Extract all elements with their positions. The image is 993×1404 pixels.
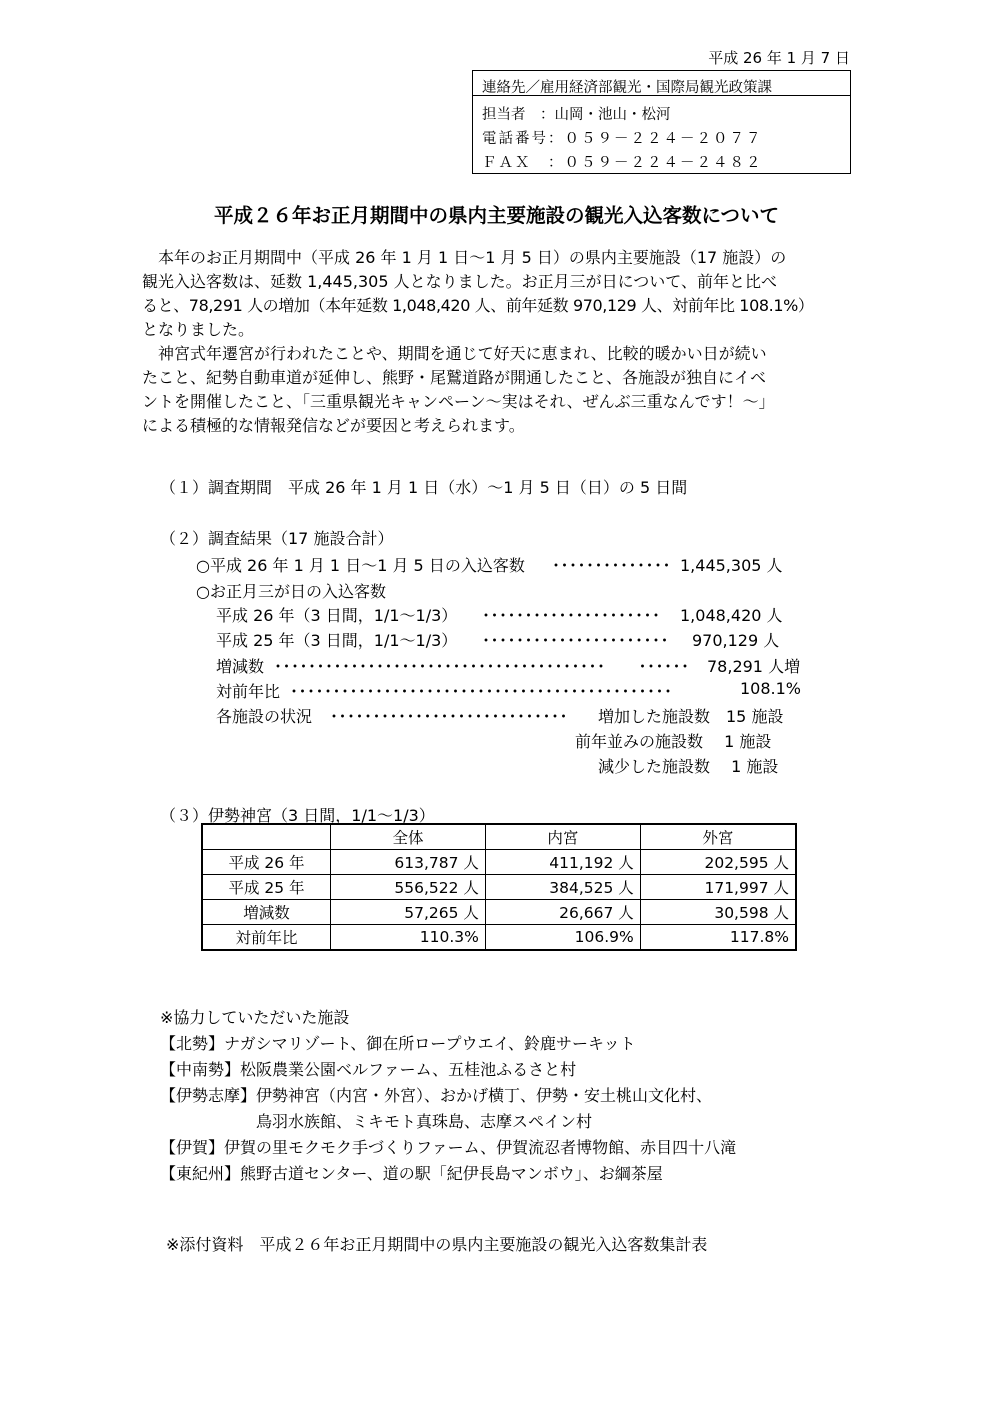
paragraph-reasons [142,342,854,438]
same-count: 前年並みの施設数 1 施設 [575,732,772,751]
cooperation-heading: ※協力していただいた施設 [160,1008,350,1027]
paragraph-line: 神宮式年遷宮が行われたことや、期間を通じて好天に恵まれ、比較的暖かい日が続い [142,344,767,363]
leader-dots: ････････････････････････････ [330,707,569,726]
contact-org: 連絡先／雇用経済部観光・国際局観光政策課 [482,80,772,96]
contact-divider [473,95,850,96]
h26-label: 平成 26 年（3 日間，1/1～1/3） [216,606,458,625]
survey-period: （１）調査期間 平成 26 年 1 月 1 日（水）～1 月 5 日（日）の 5 日間 [160,478,688,497]
leader-dots: ･･････････････ [552,556,672,575]
leader-dots: ･････････････････････････････････････････････ [290,682,673,701]
paragraph-line: による積極的な情報発信などが要因と考えられます。 [142,416,525,435]
cell-naiku: 26,667 人 [485,900,640,925]
cell-total: 556,522 人 [331,875,486,900]
leader-dots: ･･････････････････････ [482,631,670,650]
total-value: 1,445,305 人 [680,556,783,575]
cell-geku: 202,595 人 [640,850,796,875]
contact-fax: ＦＡＸ ：０５９－２２４－２４８２ [482,155,763,171]
status-label: 各施設の状況 [216,707,313,726]
document-date: 平成 26 年 1 月 7 日 [708,49,850,67]
ratio-label: 対前年比 [216,682,281,701]
paragraph-summary [142,246,854,342]
table-header-cell: 外宮 [640,824,796,850]
paragraph-line: ると、78,291 人の増加（本年延数 1,048,420 人、前年延数 970,129 人、対前年比 108.1%） [142,296,814,315]
cell-geku: 30,598 人 [640,900,796,925]
cooperation-line: 【東紀州】熊野古道センター、道の駅「紀伊長島マンボウ」、お綱茶屋 [160,1164,663,1183]
diff-label: 増減数 [216,657,265,676]
table-header-row [202,824,796,850]
attachment-note: ※添付資料 平成２６年お正月期間中の県内主要施設の観光入込客数集計表 [166,1235,708,1254]
table-row [202,900,796,925]
h26-value: 1,048,420 人 [680,606,783,625]
contact-phone: 電話番号：０５９－２２４－２０７７ [482,131,763,147]
table-header-cell: 内宮 [485,824,640,850]
paragraph-line: ントを開催したこと、「三重県観光キャンペーン～実はそれ、ぜんぶ三重なんです！～」 [142,392,775,411]
total-label: ○平成 26 年 1 月 1 日～1 月 5 日の入込客数 [196,556,525,575]
decrease-count: 減少した施設数 1 施設 [598,757,779,776]
contact-person: 担当者 ：山岡・池山・松河 [482,107,671,123]
table-row [202,850,796,875]
cooperation-line: 【北勢】ナガシマリゾート、御在所ロープウエイ、鈴鹿サーキット [160,1034,636,1053]
paragraph-line: たこと、紀勢自動車道が延伸し、熊野・尾鷲道路が開通したこと、各施設が独自にイベ [142,368,767,387]
ratio-value: 108.1% [740,679,802,698]
cell-geku: 171,997 人 [640,875,796,900]
h25-label: 平成 25 年（3 日間，1/1～1/3） [216,631,458,650]
cooperation-line: 【伊勢志摩】伊勢神宮（内宮・外宮）、おかげ横丁、伊勢・安土桃山文化村、 [160,1086,713,1105]
table-header-cell [202,824,331,850]
cell-naiku: 384,525 人 [485,875,640,900]
cell-total: 613,787 人 [331,850,486,875]
contact-box [472,70,851,174]
row-label: 増減数 [202,900,331,925]
document-title: 平成２６年お正月期間中の県内主要施設の観光入込客数について [213,204,780,227]
paragraph-line: 観光入込客数は、延数 1,445,305 人となりました。お正月三が日について、前年と比べ [142,272,777,291]
diff-value: 78,291 人増 [707,657,801,676]
h25-value: 970,129 人 [692,631,780,650]
cell-naiku: 106.9% [485,925,640,951]
cell-naiku: 411,192 人 [485,850,640,875]
cell-total: 57,265 人 [331,900,486,925]
row-label: 平成 26 年 [202,850,331,875]
increase-count: 増加した施設数 15 施設 [598,707,784,726]
ise-jingu-table [201,823,797,951]
survey-results-heading: （２）調査結果（17 施設合計） [160,529,394,548]
table-row [202,925,796,951]
cooperation-line: 鳥羽水族館、ミキモト真珠島、志摩スペイン村 [160,1112,593,1131]
cooperation-line: 【中南勢】松阪農業公園ベルファーム、五桂池ふるさと村 [160,1060,577,1079]
leader-dots: ･･･････････････････････････････････････ ･･････ [274,657,690,676]
cooperating-facilities [160,1005,736,1187]
sanganichi-label: ○お正月三が日の入込客数 [196,582,386,601]
row-label: 対前年比 [202,925,331,951]
leader-dots: ･････････････････････ [482,606,661,625]
table-header-cell: 全体 [331,824,486,850]
cooperation-line: 【伊賀】伊賀の里モクモク手づくりファーム、伊賀流忍者博物館、赤目四十八滝 [160,1138,737,1157]
row-label: 平成 25 年 [202,875,331,900]
ise-jingu-heading: （３）伊勢神宮（3 日間，1/1～1/3） [160,806,435,825]
cell-total: 110.3% [331,925,486,951]
paragraph-line: となりました。 [142,320,255,339]
paragraph-line: 本年のお正月期間中（平成 26 年 1 月 1 日～1 月 5 日）の県内主要施設（17 施設）の [142,248,787,267]
table-row [202,875,796,900]
cell-geku: 117.8% [640,925,796,951]
